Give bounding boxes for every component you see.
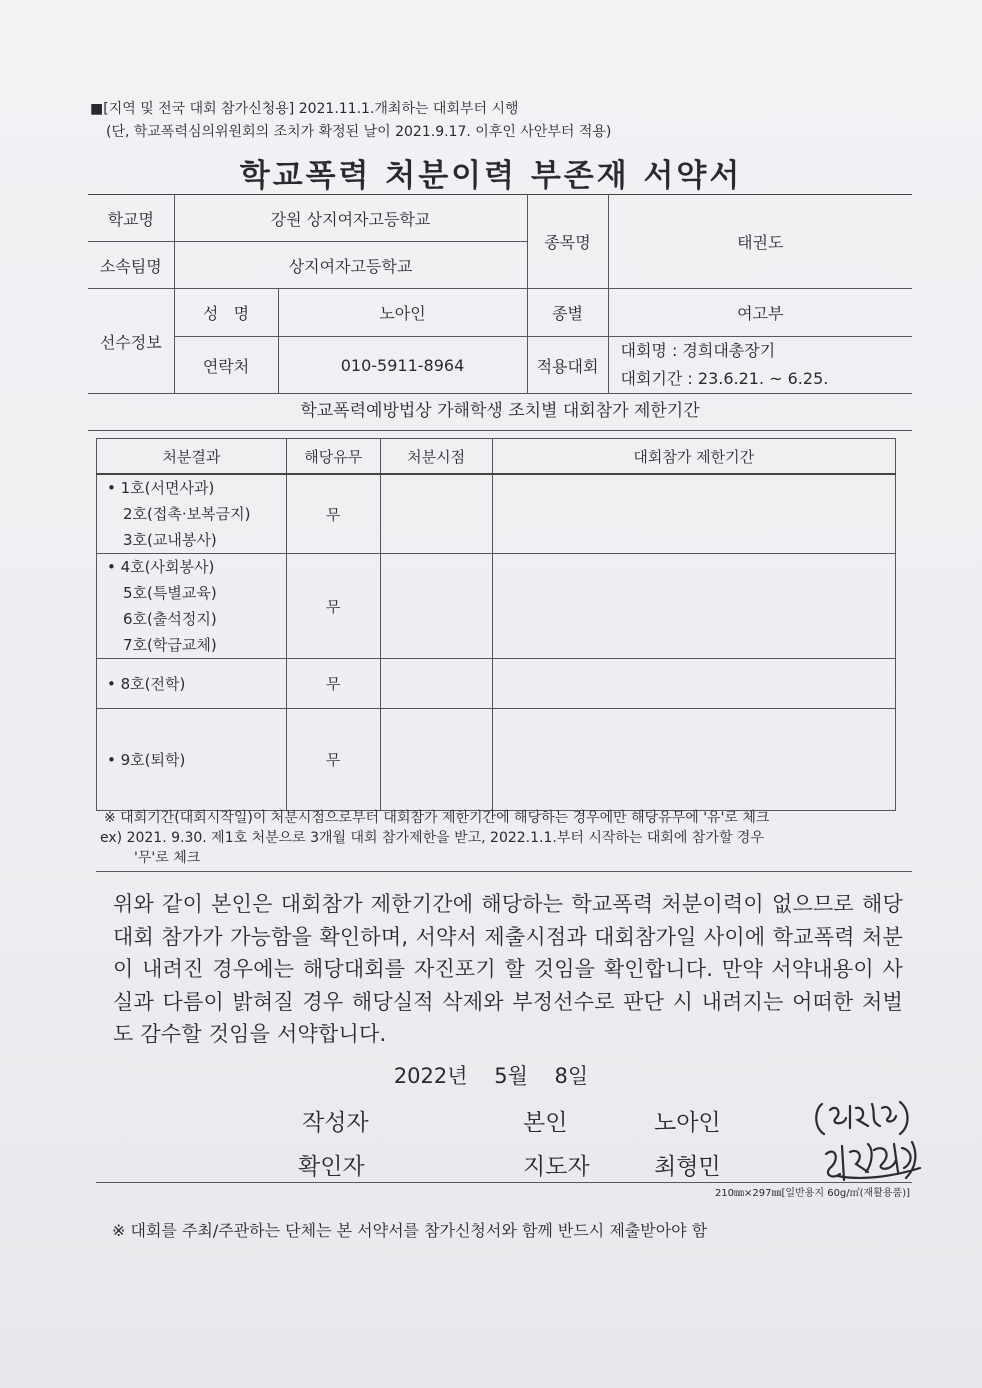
player-info-table [88, 194, 912, 394]
disciplinary-table [96, 438, 896, 811]
time-cell [380, 659, 492, 709]
header-restriction-period: 대회참가 제한기간 [492, 439, 895, 475]
period-cell [492, 659, 895, 709]
time-cell [380, 474, 492, 554]
applicable-cell: 무 [286, 474, 380, 554]
time-cell [380, 709, 492, 811]
applied-competition-label: 적용대회 [527, 337, 608, 394]
restriction-subtitle: 학교폭력예방법상 가해학생 조치별 대회참가 제한기간 [88, 390, 912, 431]
pledge-statement: 위와 같이 본인은 대회참가 제한기간에 해당하는 학교폭력 처분이력이 없으므로 해당 대회 참가가 가능함을 확인하며, 서약서 제출시점과 대회참가일 사이에 학교폭력 처분이 내려진 경우에는 해당대회를 자진포기 할 것임을 확인합니다. 만약 서약내용이 사실과 다름이 밝혀질 경우 해당실적 삭제와 부정선수로 판단 시 내려지는 어떠한 처벌도 감수할 것임을 서약합니다. [113, 892, 903, 1046]
notice-line-1: ■[지역 및 전국 대회 참가신청용] 2021.11.1.개최하는 대회부터 시행 [90, 101, 519, 117]
application-notice [90, 98, 611, 144]
writer-name: 노아인 [654, 1110, 721, 1136]
contact-value: 010-5911-8964 [278, 337, 527, 394]
note-3: '무'로 체크 [134, 850, 201, 866]
contact-label: 연락처 [174, 337, 278, 394]
school-value: 강원 상지여자고등학교 [174, 195, 527, 242]
writer-role: 본인 [523, 1110, 568, 1136]
table-row [97, 554, 896, 659]
event-label: 종목명 [527, 195, 608, 289]
competition-name: 대회명 : 경희대총장기 [620, 341, 776, 360]
measure-item: • 4호(사회봉사) [107, 558, 215, 576]
note-2: ex) 2021. 9.30. 제1호 처분으로 3개월 대회 참가제한을 받고, 2022.1.1.부터 시작하는 대회에 참가할 경우 [100, 830, 764, 846]
applicable-cell: 무 [286, 554, 380, 659]
period-cell [492, 554, 895, 659]
team-value: 상지여자고등학교 [174, 242, 527, 289]
divider [96, 1182, 912, 1183]
applicable-cell: 무 [286, 709, 380, 811]
table-row [97, 659, 896, 709]
measure-item: 3호(교내봉사) [123, 531, 217, 549]
school-label: 학교명 [88, 195, 174, 242]
note-1: ※ 대회기간(대회시작일)이 처분시점으로부터 대회참가 제한기간에 해당하는 경우에만 해당유무에 '유'로 체크 [104, 810, 770, 826]
confirmer-signature-image [818, 1136, 930, 1186]
confirmer-name: 최형민 [654, 1154, 721, 1180]
applicable-cell: 무 [286, 659, 380, 709]
event-value: 태권도 [608, 195, 912, 289]
paper-spec: 210㎜×297㎜[일반용지 60g/㎡(재활용품)] [714, 1188, 910, 1199]
measure-item: 6호(출석정지) [123, 610, 217, 628]
pledge-date: 2022년 5월 8일 [393, 1064, 589, 1088]
measure-item: • 9호(퇴학) [97, 709, 287, 811]
confirmer-role: 지도자 [523, 1154, 590, 1180]
time-cell [380, 554, 492, 659]
measures-list [97, 554, 287, 659]
applied-competition-value [608, 337, 912, 394]
period-cell [492, 474, 895, 554]
divider [96, 871, 912, 872]
table-notes [100, 808, 912, 868]
writer-label: 작성자 [302, 1110, 369, 1136]
player-info-label: 선수정보 [88, 289, 174, 394]
name-value: 노아인 [278, 289, 527, 337]
confirmer-label: 확인자 [298, 1154, 365, 1180]
category-label: 종별 [527, 289, 608, 337]
document-title: 학교폭력 처분이력 부존재 서약서 [239, 158, 743, 194]
measures-list [97, 474, 287, 554]
measure-item: 7호(학급교체) [123, 636, 217, 654]
footer-notice: ※ 대회를 주최/주관하는 단체는 본 서약서를 참가신청서와 함께 반드시 제출받아야 함 [112, 1221, 708, 1240]
header-result: 처분결과 [97, 439, 287, 475]
team-label: 소속팀명 [88, 242, 174, 289]
measure-item: 2호(접촉·보복금지) [123, 505, 251, 523]
measure-item: • 1호(서면사과) [107, 479, 215, 497]
table-row [97, 709, 896, 811]
competition-period: 대회기간 : 23.6.21. ~ 6.25. [620, 369, 829, 388]
measure-item: 5호(특별교육) [123, 584, 217, 602]
category-value: 여고부 [608, 289, 912, 337]
notice-line-2: (단, 학교폭력심의위원회의 조치가 확정된 날이 2021.9.17. 이후인 사안부터 적용) [106, 124, 612, 140]
name-label: 성 명 [174, 289, 278, 337]
measure-item: • 8호(전학) [97, 659, 287, 709]
table-row [97, 474, 896, 554]
period-cell [492, 709, 895, 811]
writer-signature-image [810, 1096, 920, 1140]
header-applicable: 해당유무 [286, 439, 380, 475]
header-time: 처분시점 [380, 439, 492, 475]
